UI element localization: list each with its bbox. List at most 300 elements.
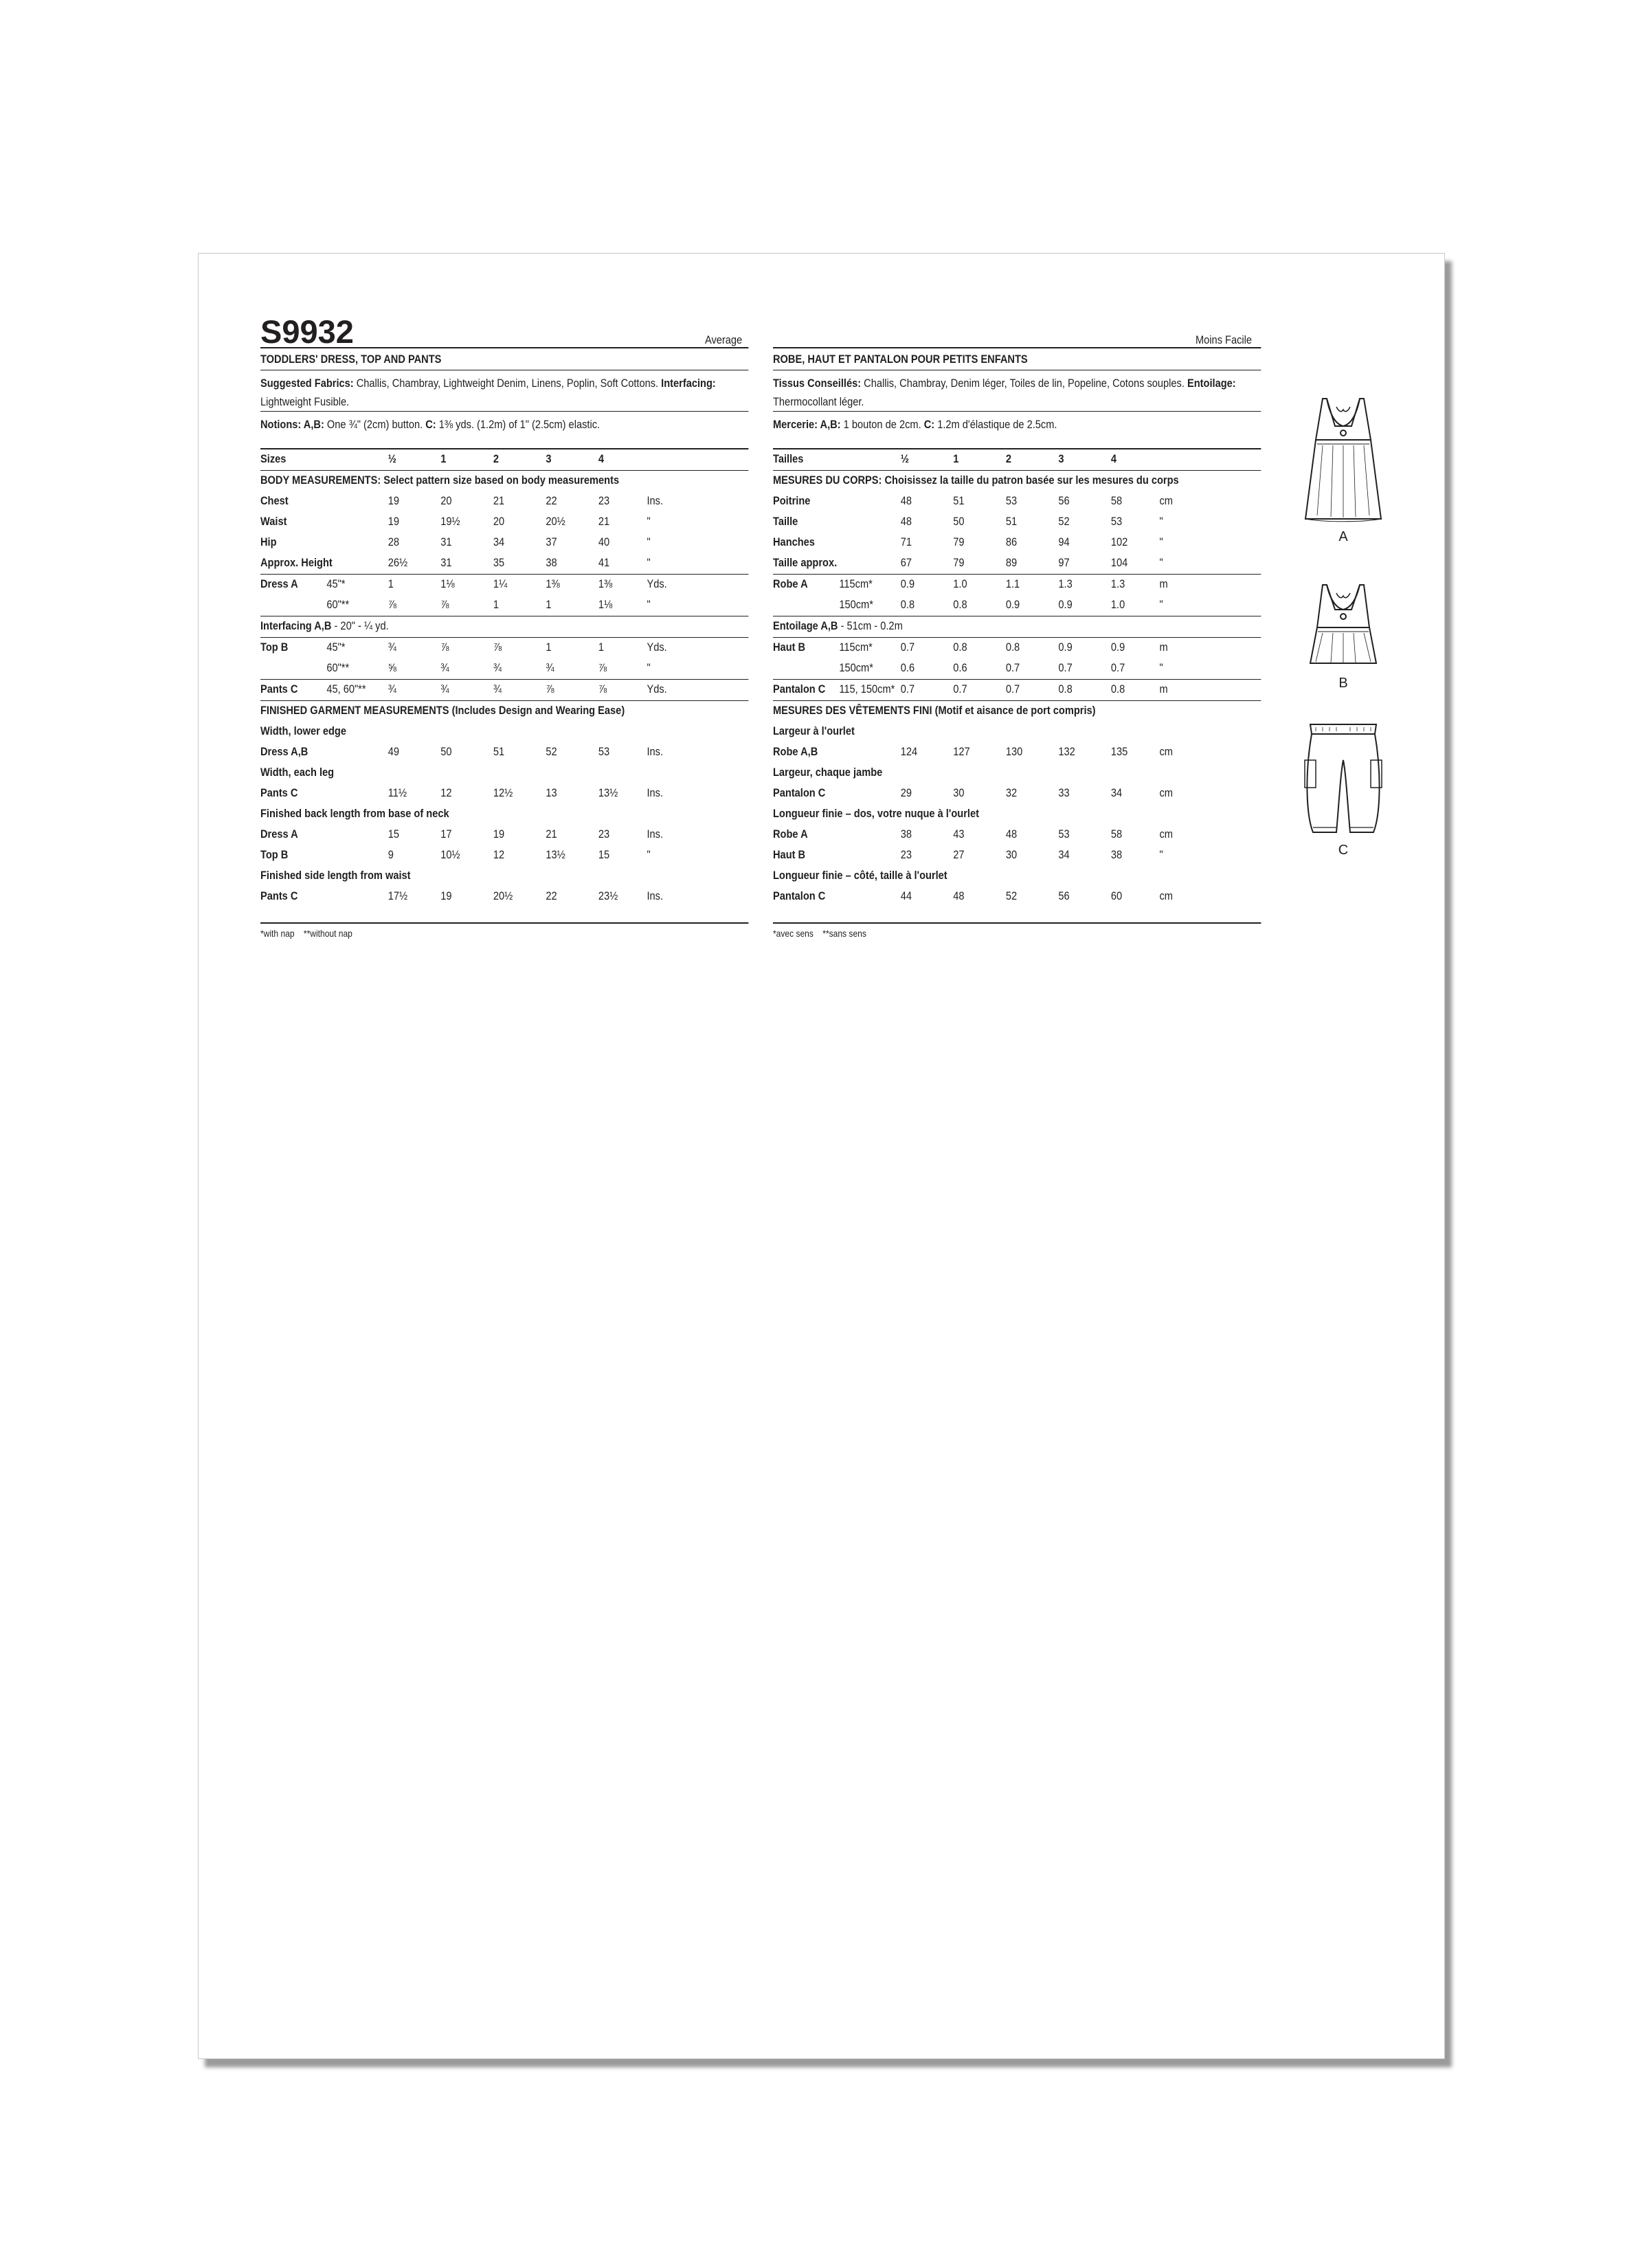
size-value: 27 [953,848,965,861]
size-header: 1 [440,452,447,465]
size-value: 0.7 [953,682,967,696]
size-value: ⅞ [598,682,607,696]
size-value: 1.1 [1005,577,1020,590]
size-value: 0.8 [953,598,967,611]
size-value: 53 [1058,827,1070,841]
row-label: Pants C [260,889,298,902]
size-value: 48 [900,515,912,528]
notions-label-c: C: [425,418,436,431]
size-value: 26½ [388,556,408,569]
size-value: ⅞ [388,598,396,611]
row-label: Pantalon C [773,786,826,799]
spacer [260,907,748,922]
body-heading: MESURES DU CORPS: Choisissez la taille du patron basée sur les mesures du corps [773,474,1179,487]
fabrics-paragraph [260,370,748,411]
interfacing-yardage-row [773,616,1261,637]
size-value: 20 [493,515,505,528]
size-value: 51 [1005,515,1018,528]
size-value: 20 [440,494,452,507]
fabric-width: 45, 60"** [326,682,366,696]
dress-a-yardage [260,574,748,616]
measure-row [260,638,748,658]
size-value: 0.7 [900,641,915,654]
size-value: 21 [546,827,557,841]
measure-row [260,595,748,616]
unit: " [1159,515,1163,528]
row-label: Robe A [773,577,808,590]
row-label: Pantalon C [773,889,826,902]
size-header: 4 [1110,452,1117,465]
interfacing-text: Lightweight Fusible. [260,395,350,408]
finished-subheading [773,722,1261,742]
finished-subheading-text: Width, each leg [260,766,335,779]
unit: " [647,535,651,548]
size-value: ¾ [546,661,554,674]
measure-row [260,658,748,679]
size-value: 33 [1058,786,1070,799]
size-value: ⅞ [546,682,554,696]
garment-title: ROBE, HAUT ET PANTALON POUR PETITS ENFANTS [773,347,1261,370]
size-value: ¾ [440,682,449,696]
size-value: 31 [440,556,452,569]
size-value: 79 [953,556,965,569]
size-value: 30 [953,786,965,799]
size-value: 12 [493,848,505,861]
size-value: ⅞ [440,641,449,654]
measure-row [773,533,1261,553]
row-label: Hip [260,535,277,548]
measure-row [260,825,748,845]
size-value: 50 [953,515,965,528]
size-value: 48 [900,494,912,507]
size-value: 19 [388,494,400,507]
sizes-label: Sizes [260,452,287,465]
size-value: 79 [953,535,965,548]
view-a [1295,392,1391,545]
fabrics-list: Challis, Chambray, Denim léger, Toiles de lin, Popeline, Cotons souples. [861,377,1187,390]
size-value: 13½ [598,786,618,799]
measure-row [260,512,748,533]
row-label: Dress A [260,827,298,841]
size-value: 58 [1110,827,1123,841]
dress-a-yardage [773,574,1261,616]
size-value: 94 [1058,535,1070,548]
unit: m [1159,577,1168,590]
unit: " [1159,598,1163,611]
interfacing-yardage-row [260,616,748,637]
view-letter-a: A [1338,529,1348,544]
fabric-width: 115, 150cm* [839,682,895,696]
measure-row [260,533,748,553]
size-value: 23½ [598,889,618,902]
unit: " [1159,661,1163,674]
size-value: 53 [1005,494,1018,507]
top-illustration [1295,579,1391,676]
size-value: 12 [440,786,452,799]
footnote: *with nap **without nap [260,922,748,939]
notions-label: Mercerie: A,B: [773,418,841,431]
interfacing-row-label: Interfacing A,B [260,619,332,632]
size-value: 0.6 [900,661,915,674]
size-value: 104 [1110,556,1128,569]
size-value: 40 [598,535,610,548]
size-value: ⅞ [598,661,607,674]
size-value: 71 [900,535,912,548]
unit: Yds. [647,641,667,654]
finished-subheading [260,763,748,783]
size-value: 135 [1110,745,1128,758]
size-value: 19 [388,515,400,528]
size-value: 9 [388,848,394,861]
finished-subheading [260,866,748,887]
pattern-envelope-back [198,253,1445,2059]
garment-title: TODDLERS' DRESS, TOP AND PANTS [260,347,748,370]
unit: Yds. [647,682,667,696]
view-c [1295,719,1391,858]
size-value: 1 [598,641,605,654]
size-value: 43 [953,827,965,841]
measure-row [260,845,748,866]
measure-row [773,783,1261,804]
size-value: 52 [1058,515,1070,528]
finished-subheading-text: Largeur, chaque jambe [773,766,883,779]
row-label: Taille [773,515,798,528]
fabric-width: 115cm* [839,641,873,654]
size-value: 56 [1058,494,1070,507]
fabric-width: 60"** [326,598,350,611]
size-value: 20½ [493,889,513,902]
size-value: 0.8 [1005,641,1020,654]
size-value: 0.9 [900,577,915,590]
unit: " [647,848,651,861]
row-label: Robe A,B [773,745,818,758]
fabric-width: 115cm* [839,577,873,590]
size-value: 0.9 [1058,641,1073,654]
size-value: ¾ [493,661,502,674]
interfacing-text: Thermocollant léger. [773,395,864,408]
notions-text [773,415,1257,434]
size-value: 0.8 [900,598,915,611]
unit: cm [1159,889,1173,902]
size-value: 1⅛ [598,598,613,611]
top-b-yardage [773,637,1261,679]
size-value: 1 [546,641,552,654]
finished-subheading [773,804,1261,825]
size-value: 0.7 [1110,661,1125,674]
size-value: 0.8 [1058,682,1073,696]
unit: cm [1159,745,1173,758]
size-value: 19 [493,827,505,841]
unit: Ins. [647,827,664,841]
size-value: 17 [440,827,452,841]
measure-row [260,491,748,512]
unit: " [647,661,651,674]
notions-label-c: C: [923,418,935,431]
size-value: 1¼ [493,577,508,590]
size-value: 29 [900,786,912,799]
size-header: ½ [388,452,396,465]
unit: " [647,598,651,611]
size-value: 51 [953,494,965,507]
size-value: ⅞ [493,641,502,654]
size-value: 50 [440,745,452,758]
row-label: Robe A [773,827,808,841]
size-value: 34 [493,535,505,548]
size-header: ½ [900,452,909,465]
interfacing-label: Entoilage: [1187,377,1236,390]
interfacing-row-text: - 51cm - 0.2m [838,619,903,632]
size-value: 30 [1005,848,1018,861]
body-measurements-heading [260,470,748,491]
size-value: 53 [1110,515,1123,528]
measure-row [773,575,1261,595]
size-value: 22 [546,494,557,507]
fabric-width: 150cm* [839,598,873,611]
interfacing-row-text: - 20" - ¼ yd. [331,619,389,632]
measure-row [260,887,748,907]
unit: m [1159,641,1168,654]
interfacing-label: Interfacing: [661,377,716,390]
top-b-yardage [260,637,748,679]
row-label: Top B [260,641,289,654]
notions-text-2: 1.2m d'élastique de 2.5cm. [934,418,1057,431]
pants-c-yardage [773,679,1261,700]
size-value: 1.0 [953,577,967,590]
unit: " [647,515,651,528]
unit: m [1159,682,1168,696]
size-header: 3 [546,452,552,465]
size-value: 0.7 [900,682,915,696]
size-value: 21 [598,515,610,528]
measure-row [773,638,1261,658]
difficulty-level: Moins Facile [1195,333,1252,346]
row-label: Top B [260,848,289,861]
fabric-width: 150cm* [839,661,873,674]
measure-row [773,845,1261,866]
size-value: 1 [546,598,552,611]
body-heading: BODY MEASUREMENTS: Select pattern size based on body measurements [260,474,620,487]
finished-subheading-text: Width, lower edge [260,724,346,737]
interfacing-row [260,619,389,633]
measure-row [773,825,1261,845]
size-value: 31 [440,535,452,548]
notions-label: Notions: A,B: [260,418,324,431]
unit: cm [1159,494,1173,507]
fabric-width: 60"** [326,661,350,674]
row-label: Chest [260,494,289,507]
size-value: 58 [1110,494,1123,507]
interfacing-row-label: Entoilage A,B [773,619,838,632]
unit: " [1159,848,1163,861]
size-value: 32 [1005,786,1018,799]
size-header: 4 [598,452,605,465]
english-column [260,313,748,939]
size-value: 0.9 [1058,598,1073,611]
unit: Ins. [647,745,664,758]
size-value: 67 [900,556,912,569]
notions-text-2: 1⅜ yds. (1.2m) of 1" (2.5cm) elastic. [436,418,601,431]
finished-heading: MESURES DES VÊTEMENTS FINI (Motif et aisance de port compris) [773,704,1096,717]
size-value: ⅝ [388,661,396,674]
size-value: 1 [493,598,499,611]
fabrics-paragraph [773,370,1261,411]
fabric-width: 45"* [326,577,346,590]
size-value: 0.7 [1005,661,1020,674]
condensed-block [773,347,1261,939]
measure-row [260,575,748,595]
size-value: 23 [598,827,610,841]
row-label: Dress A [260,577,298,590]
measure-row [773,658,1261,679]
size-value: 132 [1058,745,1075,758]
size-value: 52 [546,745,557,758]
finished-subheading [773,866,1261,887]
finished-subheading [260,804,748,825]
sizes-header-row [260,448,748,470]
size-value: ¾ [388,682,396,696]
view-illustrations [1295,392,1391,858]
size-value: 22 [546,889,557,902]
column-header [260,313,748,350]
finished-heading-row [773,700,1261,722]
size-value: 15 [598,848,610,861]
size-value: 0.9 [1110,641,1125,654]
size-value: 49 [388,745,400,758]
size-value: 41 [598,556,610,569]
row-label: Waist [260,515,287,528]
size-value: 23 [900,848,912,861]
size-value: 38 [900,827,912,841]
unit: Yds. [647,577,667,590]
row-label: Haut B [773,848,806,861]
row-label: Taille approx. [773,556,838,569]
size-value: 0.7 [1005,682,1020,696]
finished-subheading-text: Largeur à l'ourlet [773,724,855,737]
finished-subheading [773,763,1261,783]
size-value: 1⅛ [440,577,455,590]
size-value: ¾ [440,661,449,674]
row-label: Approx. Height [260,556,333,569]
size-value: 1⅜ [598,577,613,590]
size-value: 48 [1005,827,1018,841]
row-label: Haut B [773,641,806,654]
sizes-header-row [773,448,1261,470]
measure-row [260,742,748,763]
size-value: 0.7 [1058,661,1073,674]
unit: " [1159,535,1163,548]
finished-subheading-text: Finished side length from waist [260,869,411,882]
size-value: 38 [546,556,557,569]
row-label: Pants C [260,786,298,799]
size-value: 1.3 [1110,577,1125,590]
size-value: 12½ [493,786,513,799]
pattern-number: S9932 [260,313,354,350]
notions-text-1: One ¾" (2cm) button. [324,418,426,431]
size-value: 20½ [546,515,565,528]
size-value: 13½ [546,848,565,861]
sizes-label: Tailles [773,452,804,465]
size-value: 17½ [388,889,408,902]
finished-subheading [260,722,748,742]
view-letter-b: B [1338,676,1348,691]
size-header: 2 [493,452,499,465]
size-value: 86 [1005,535,1018,548]
size-value: 56 [1058,889,1070,902]
unit: " [1159,556,1163,569]
size-value: 1⅜ [546,577,560,590]
body-measurements-heading [773,470,1261,491]
size-header: 1 [953,452,959,465]
row-label: Hanches [773,535,815,548]
size-value: 28 [388,535,400,548]
size-value: 19 [440,889,452,902]
size-value: 19½ [440,515,460,528]
unit: Ins. [647,786,664,799]
measure-row [260,783,748,804]
size-value: 0.8 [1110,682,1125,696]
fabrics-list: Challis, Chambray, Lightweight Denim, Linens, Poplin, Soft Cottons. [353,377,662,390]
size-value: 53 [598,745,610,758]
size-header: 2 [1005,452,1011,465]
size-value: 60 [1110,889,1123,902]
unit: " [647,556,651,569]
notions-paragraph [773,411,1261,438]
row-label: Dress A,B [260,745,309,758]
size-value: 52 [1005,889,1018,902]
size-value: 11½ [388,786,407,799]
size-value: 15 [388,827,400,841]
measure-row [773,680,1261,700]
view-letter-c: C [1338,843,1349,858]
measure-row [773,595,1261,616]
fabrics-label: Suggested Fabrics: [260,377,354,390]
interfacing-row [773,619,903,633]
size-value: 35 [493,556,505,569]
footnote: *avec sens **sans sens [773,922,1261,939]
size-value: 97 [1058,556,1070,569]
size-value: 1.3 [1058,577,1073,590]
unit: Ins. [647,889,664,902]
size-value: 37 [546,535,557,548]
pants-c-yardage [260,679,748,700]
fabrics-text [773,374,1257,411]
row-label: Pants C [260,682,298,696]
size-value: 13 [546,786,557,799]
finished-subheading-text: Finished back length from base of neck [260,807,449,820]
size-value: 48 [953,889,965,902]
view-b [1295,579,1391,691]
size-value: 1 [388,577,394,590]
size-value: 0.8 [953,641,967,654]
measure-row [773,512,1261,533]
size-header: 3 [1058,452,1064,465]
unit: cm [1159,786,1173,799]
size-value: 51 [493,745,505,758]
dress-illustration [1295,392,1391,529]
notions-paragraph [260,411,748,438]
finished-heading: FINISHED GARMENT MEASUREMENTS (Includes Design and Wearing Ease) [260,704,625,717]
measure-row [260,553,748,574]
size-value: 0.9 [1005,598,1020,611]
measure-row [260,680,748,700]
finished-heading-row [260,700,748,722]
fabrics-label: Tissus Conseillés: [773,377,862,390]
size-value: 102 [1110,535,1128,548]
spacer [773,907,1261,922]
measure-row [773,491,1261,512]
pants-illustration [1295,719,1391,843]
size-value: 124 [900,745,918,758]
